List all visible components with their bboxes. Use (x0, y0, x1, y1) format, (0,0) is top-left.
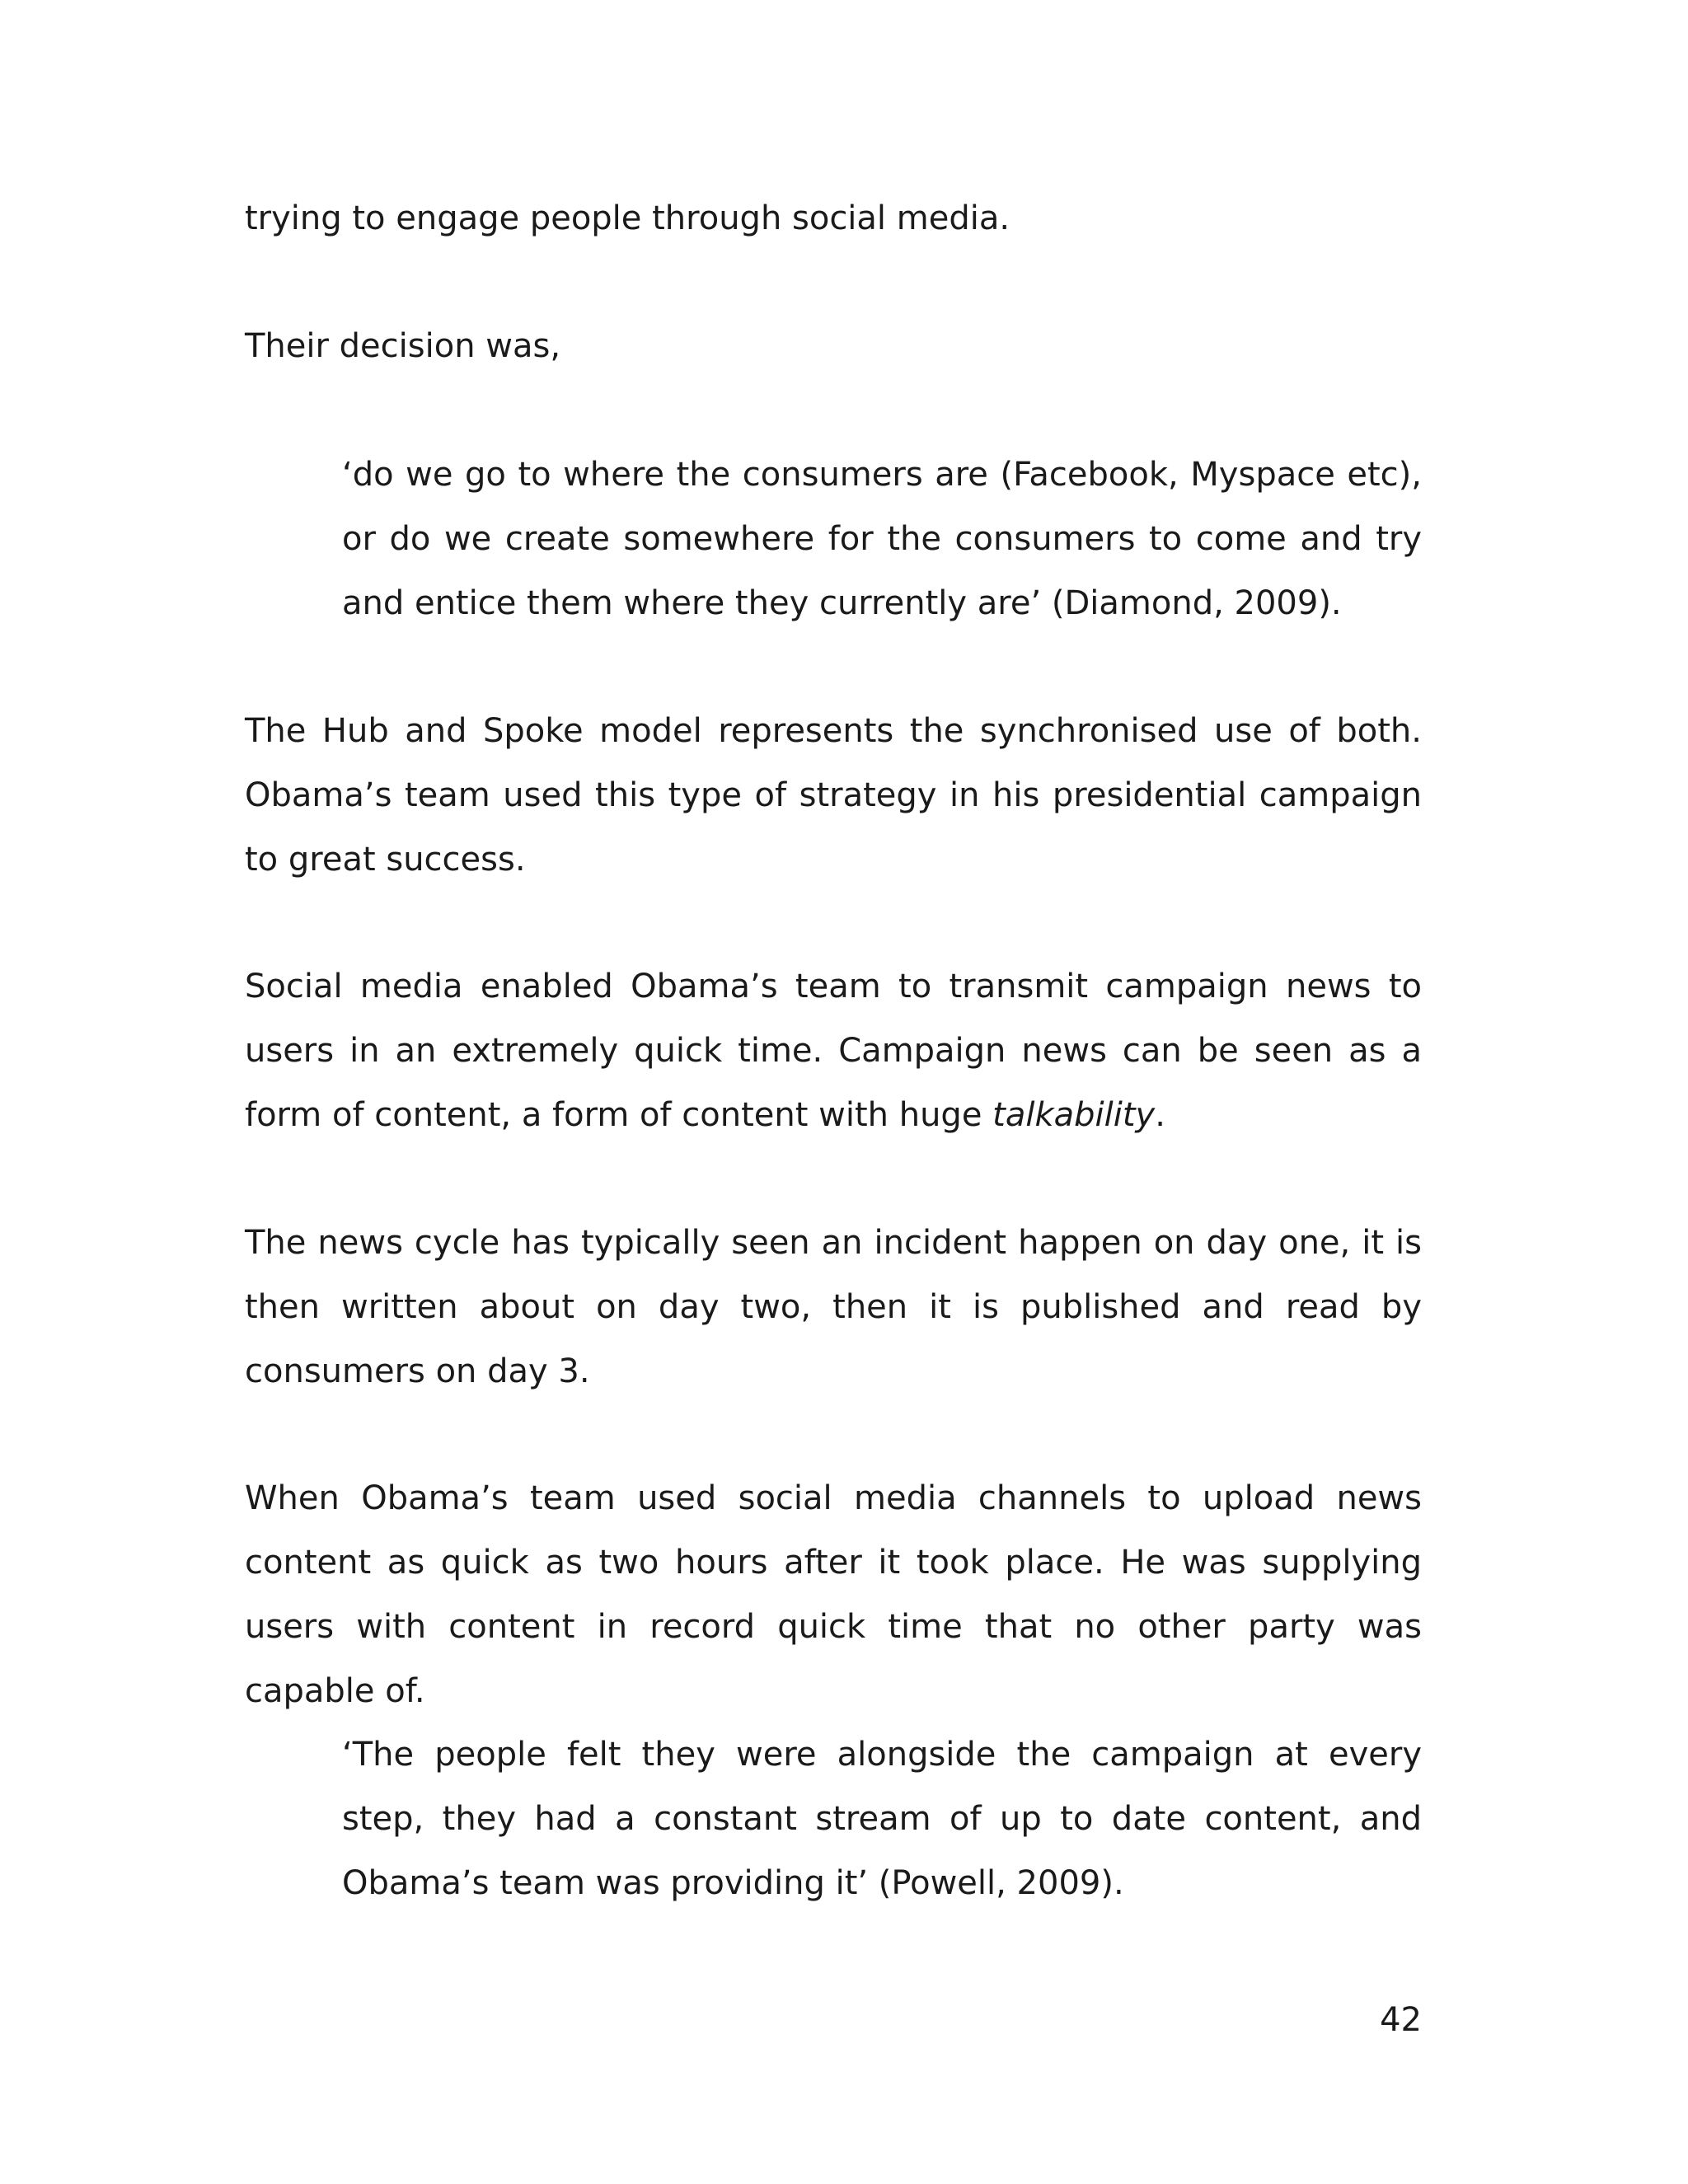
paragraph-news-cycle: The news cycle has typically seen an incident happen on day one, it is then written about on day two, then it is published and read by consumers on day 3. (245, 1224, 1422, 1390)
paragraph-social-media-text: Social media enabled Obama’s team to transmit campaign news to users in an extremely quick time. Campaign news can be seen as a form of content, a form of content with huge (245, 968, 1422, 1134)
paragraph-continuation: trying to engage people through social media. (245, 199, 1010, 237)
block-quote-powell: ‘The people felt they were alongside the campaign at every step, they had a constant stream of up to date content, and Obama’s team was providing it’ (Powell, 2009). (342, 1736, 1422, 1902)
paragraph-decision: Their decision was, (245, 327, 561, 365)
page-number: 42 (1380, 2001, 1422, 2039)
paragraph-social-media-end: . (1155, 1096, 1165, 1134)
paragraph-social-media (245, 954, 1422, 1147)
paragraph-upload-speed: When Obama’s team used social media channels to upload news content as quick as two hours after it took place. He was supplying users with content in record quick time that no other party was capable of. (245, 1479, 1422, 1710)
italic-term: talkability (992, 1096, 1156, 1134)
paragraph-hub-and-spoke: The Hub and Spoke model represents the synchronised use of both. Obama’s team used this type of strategy in his presidential campaign to great success. (245, 712, 1422, 879)
block-quote-diamond: ‘do we go to where the consumers are (Facebook, Myspace etc), or do we create somewhere for the consumers to come and try and entice them where they currently are’ (Diamond, 2009). (342, 456, 1422, 622)
